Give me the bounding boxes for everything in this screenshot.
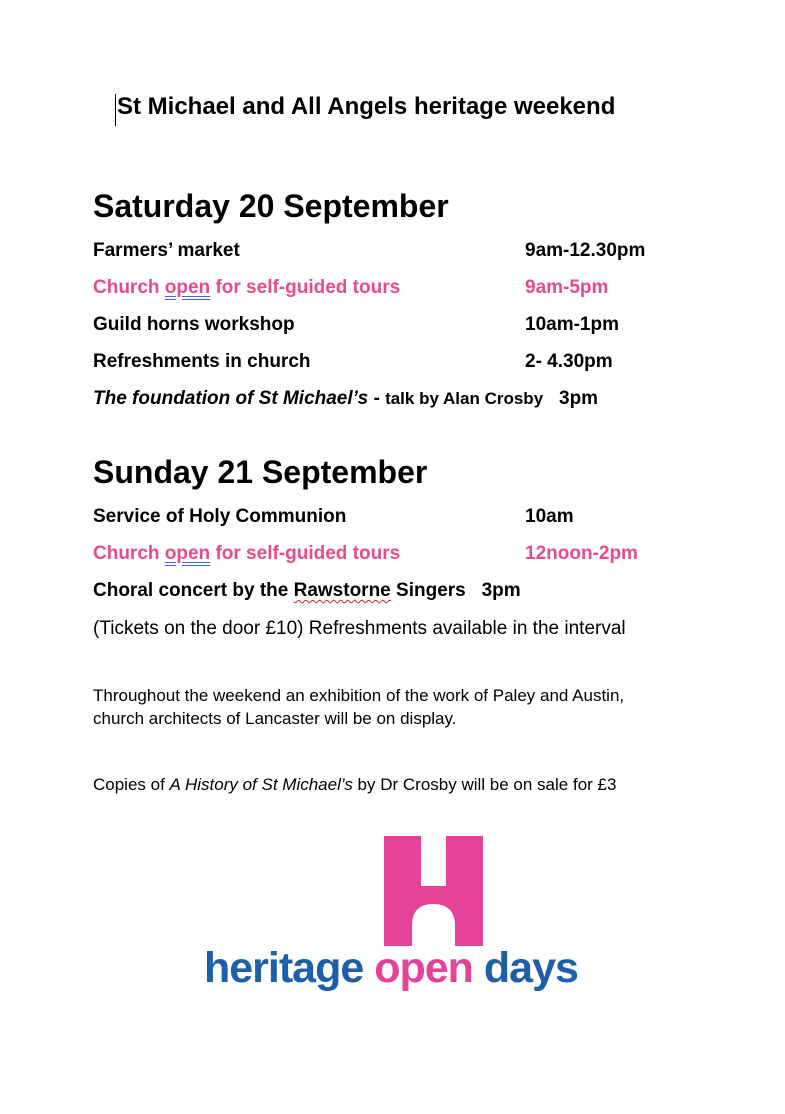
book-title: A History of St Michael’s [169, 775, 353, 794]
item-name-underlined: open [164, 543, 211, 564]
logo-word-days: days [483, 944, 578, 992]
sunday-item-concert: Choral concert by the Rawstorne Singers 3pm [93, 580, 521, 601]
item-name: Service of Holy Communion [93, 506, 347, 527]
sunday-item-church-open [93, 543, 638, 565]
saturday-item-guild-horns [93, 314, 619, 336]
item-time: 3pm [481, 580, 521, 601]
sunday-heading: Sunday 21 September [93, 454, 428, 490]
item-time: 9am-5pm [525, 277, 609, 298]
saturday-heading: Saturday 20 September [93, 188, 449, 224]
item-name: Farmers’ market [93, 240, 240, 261]
tickets-note: (Tickets on the door £10) Refreshments available in the interval [93, 618, 626, 639]
logo-word-open: open [374, 944, 473, 992]
saturday-item-farmers-market [93, 240, 646, 262]
item-time: 9am-12.30pm [525, 240, 646, 261]
item-time: 3pm [559, 388, 599, 409]
item-time: 10am [525, 506, 574, 527]
talk-speaker: talk by Alan Crosby [385, 389, 544, 408]
item-time: 2- 4.30pm [525, 351, 613, 372]
copies-note: Copies of A History of St Michael’s by Dr Crosby will be on sale for £3 [93, 775, 617, 794]
item-time: 10am-1pm [525, 314, 619, 335]
page-title: St Michael and All Angels heritage weekend [117, 93, 616, 120]
heritage-open-days-logo [200, 832, 590, 1000]
exhibition-note [93, 684, 624, 730]
saturday-item-church-open [93, 277, 609, 299]
saturday-item-refreshments [93, 351, 613, 373]
exhibition-line-1: Throughout the weekend an exhibition of the work of Paley and Austin, [93, 686, 625, 705]
item-name: Refreshments in church [93, 351, 311, 372]
item-name: Church open for self-guided tours [93, 277, 401, 298]
text-cursor [115, 94, 116, 126]
castle-h-icon [200, 832, 590, 952]
item-name: Guild horns workshop [93, 314, 295, 335]
sunday-item-communion [93, 506, 574, 528]
item-time: 12noon-2pm [525, 543, 638, 564]
spellcheck-word: Rawstorne [293, 580, 391, 601]
logo-wordmark [204, 944, 578, 993]
saturday-item-talk: The foundation of St Michael’s - talk by Alan Crosby 3pm [93, 388, 599, 409]
talk-title: The foundation of St Michael’s [93, 388, 369, 409]
logo-word-heritage: heritage [204, 944, 364, 992]
exhibition-line-2: church architects of Lancaster will be on display. [93, 709, 457, 728]
item-name-underlined: open [164, 277, 211, 298]
item-name: Church open for self-guided tours [93, 543, 401, 564]
